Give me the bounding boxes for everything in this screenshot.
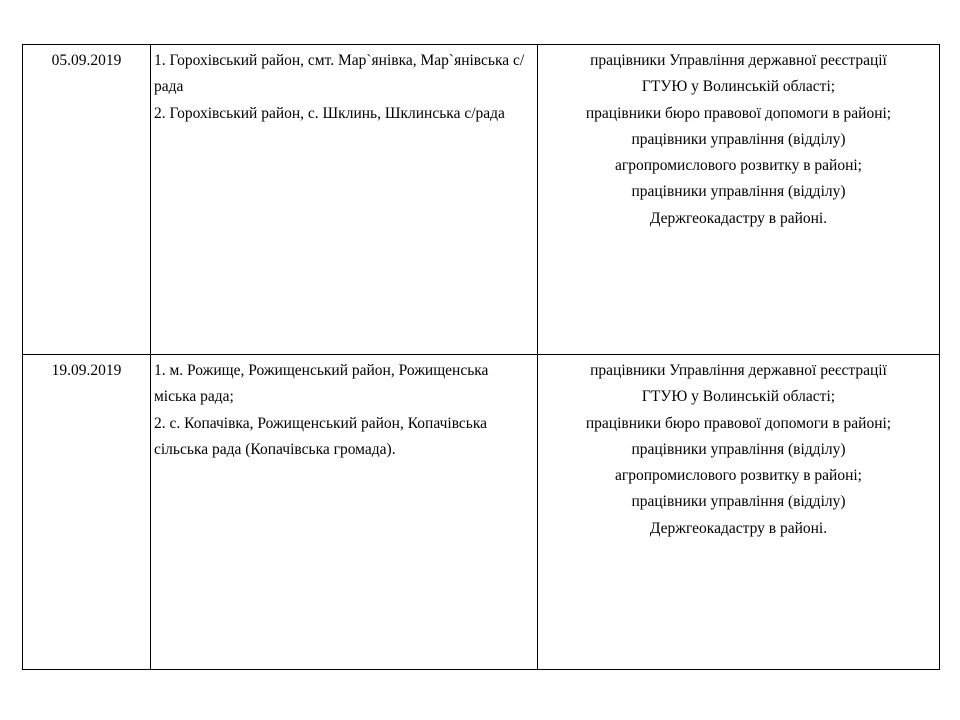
- participant-line: Держгеокадастру в районі.: [649, 519, 828, 537]
- date-cell: [23, 45, 151, 355]
- date-cell: [23, 355, 151, 670]
- participants-cell: [538, 355, 940, 670]
- event-date: 05.09.2019: [51, 52, 122, 69]
- participant-line: працівники управління (відділу): [631, 440, 846, 458]
- table-row: [23, 355, 940, 670]
- participant-line: працівники Управління державної реєстрації: [590, 362, 887, 379]
- location-item: 1. Горохівський район, смт. Мар`янівка, Мар`янівська с/рада: [154, 52, 525, 96]
- location-cell: [151, 355, 538, 670]
- event-date: 19.09.2019: [51, 362, 122, 379]
- participant-line: агропромислового розвитку в районі;: [615, 467, 862, 485]
- participant-line: працівники управління (відділу): [631, 183, 846, 201]
- participant-line: Держгеокадастру в районі.: [649, 209, 828, 227]
- location-item: 1. м. Рожище, Рожищенський район, Рожищенська міська рада;: [154, 362, 489, 406]
- location-cell: [151, 45, 538, 355]
- location-item: 2. Горохівський район, с. Шклинь, Шклинська с/рада: [154, 104, 505, 122]
- table-row: [23, 45, 940, 355]
- participant-line: агропромислового розвитку в районі;: [615, 157, 862, 175]
- participant-line: ГТУЮ у Волинській області;: [641, 78, 836, 96]
- participant-line: працівники бюро правової допомоги в районі;: [585, 104, 892, 122]
- participant-line: працівники бюро правової допомоги в районі;: [585, 414, 892, 432]
- participant-line: ГТУЮ у Волинській області;: [641, 388, 836, 406]
- participant-line: працівники управління (відділу): [631, 493, 846, 511]
- location-item: 2. с. Копачівка, Рожищенський район, Копачівська сільська рада (Копачівська громада).: [154, 414, 488, 458]
- schedule-table: [22, 44, 940, 670]
- participant-line: працівники управління (відділу): [631, 130, 846, 148]
- participant-line: працівники Управління державної реєстрації: [590, 52, 887, 69]
- participants-cell: [538, 45, 940, 355]
